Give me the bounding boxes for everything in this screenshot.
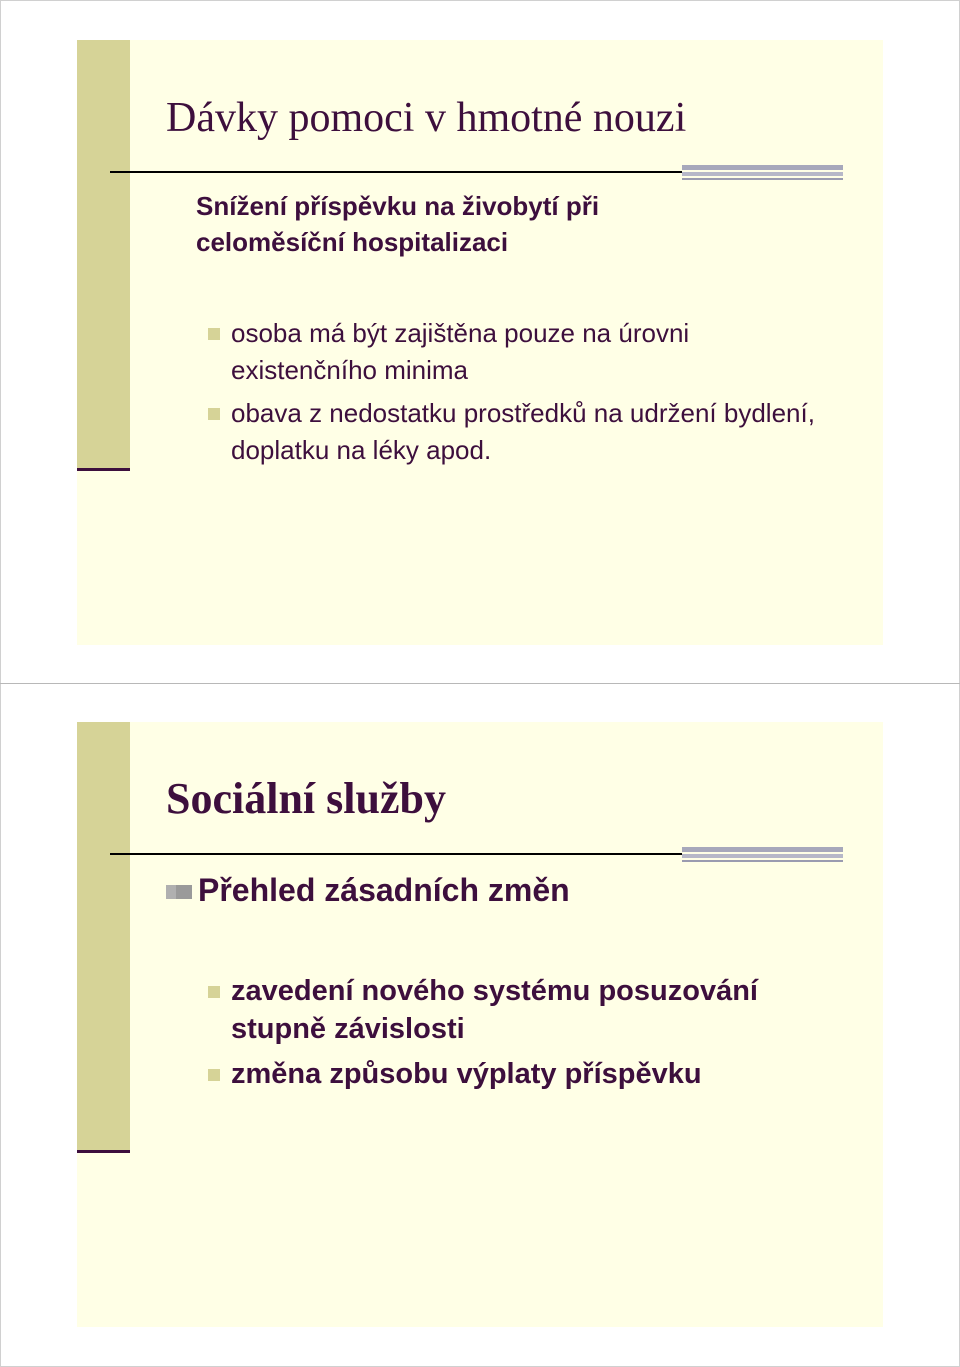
slide-1 (77, 40, 883, 645)
list-item (208, 1055, 828, 1093)
title-rule (110, 171, 682, 173)
lead-bullet-text: Přehled zásadních změn (198, 872, 570, 908)
list-item (208, 972, 828, 1048)
slide-side-bar (77, 40, 130, 468)
slide-title: Sociální služby (166, 774, 446, 823)
bullet-square-icon (208, 1069, 220, 1081)
bullet-square-icon (208, 986, 220, 998)
accent-stripe (682, 165, 843, 181)
bullet-text: zavedení nového systému posuzování stupně závislosti (231, 975, 758, 1045)
bullet-square-icon (208, 328, 220, 340)
bullet-list (208, 315, 828, 475)
slide-side-bar-foot (77, 1150, 130, 1153)
subheading-line-1: Snížení příspěvku na živobytí při (196, 191, 600, 221)
list-item (208, 395, 828, 469)
slide-side-bar-foot (77, 468, 130, 471)
bullet-text: obava z nedostatku prostředků na udržení bydlení, doplatku na léky apod. (231, 398, 815, 465)
bullet-text: osoba má být zajištěna pouze na úrovni existenčního minima (231, 318, 690, 385)
slide-title: Dávky pomoci v hmotné nouzi (166, 95, 687, 141)
slide-subheading (196, 188, 796, 260)
bullet-text: změna způsobu výplaty příspěvku (231, 1058, 702, 1090)
subheading-line-2: celoměsíční hospitalizaci (196, 227, 509, 257)
list-item (208, 315, 828, 389)
title-rule (110, 853, 682, 855)
accent-stripe (682, 847, 843, 863)
bullet-square-icon (208, 408, 220, 420)
lead-bullet-icon (166, 885, 180, 899)
slide-side-bar (77, 722, 130, 1150)
page-divider (0, 683, 960, 684)
slide-2 (77, 722, 883, 1327)
lead-bullet (166, 870, 883, 910)
bullet-list (208, 972, 828, 1100)
